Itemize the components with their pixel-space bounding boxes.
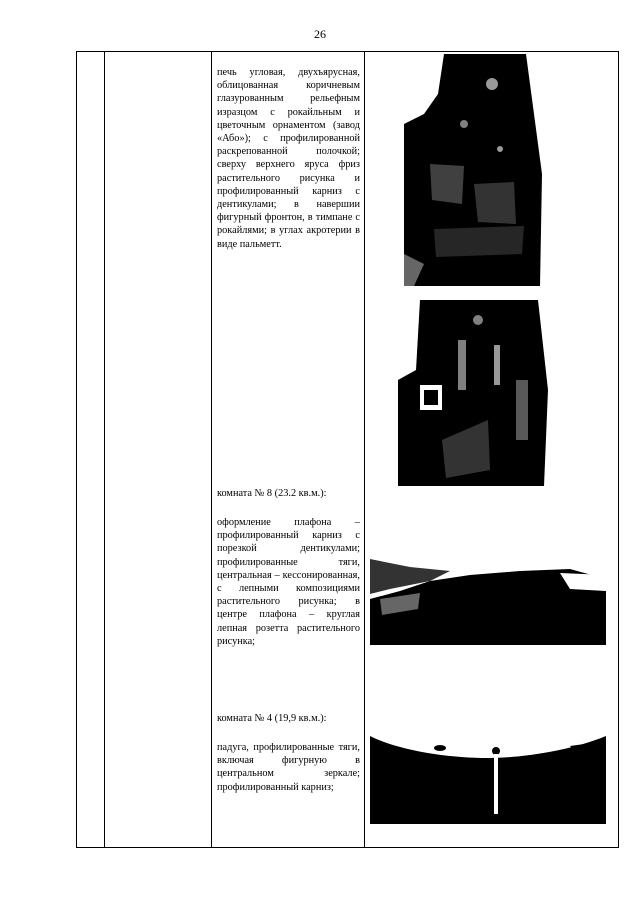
- room-4-description-text: падуга, профилированные тяги, включая фигурную в центральном зеркале; профилированный карниз;: [217, 742, 360, 793]
- room-8-description: [217, 516, 360, 659]
- room-4-description: [217, 741, 360, 805]
- photo-room-8-ceiling: [370, 499, 606, 645]
- photo-stove-bottom: [398, 300, 555, 486]
- room-8-description-text: оформление плафона – профилированный карниз с порезкой дентикулами; профилированные тяги, центральная – кессонированная, с лепными композициями растительного рисунка; в центре плафона – круглая лепная розетта растительного рисунка;: [217, 517, 360, 647]
- page-number: 26: [314, 27, 326, 41]
- stove-description: [217, 66, 360, 262]
- column-divider-3: [364, 52, 365, 847]
- photo-stove-top: [404, 54, 552, 286]
- column-divider-2: [211, 52, 212, 847]
- stove-description-text: печь угловая, двухъярусная, облицованная коричневым глазурованным рельефным изразцом с рокайльным и цветочным орнаментом (завод «Або»); с профилированной раскрепованной полочкой; сверху верхнего яруса фриз растительного рисунка и профилированный карниз с дентикулами; в навершии фигурный фронтон, в тимпане с рокайлями; в углах акротерии в виде пальметт.: [217, 67, 360, 250]
- room-4-heading: комната № 4 (19,9 кв.м.):: [217, 713, 327, 724]
- room-8-heading: комната № 8 (23.2 кв.м.):: [217, 488, 327, 499]
- photo-room-4-ceiling: [370, 696, 606, 824]
- column-divider-1: [104, 52, 105, 847]
